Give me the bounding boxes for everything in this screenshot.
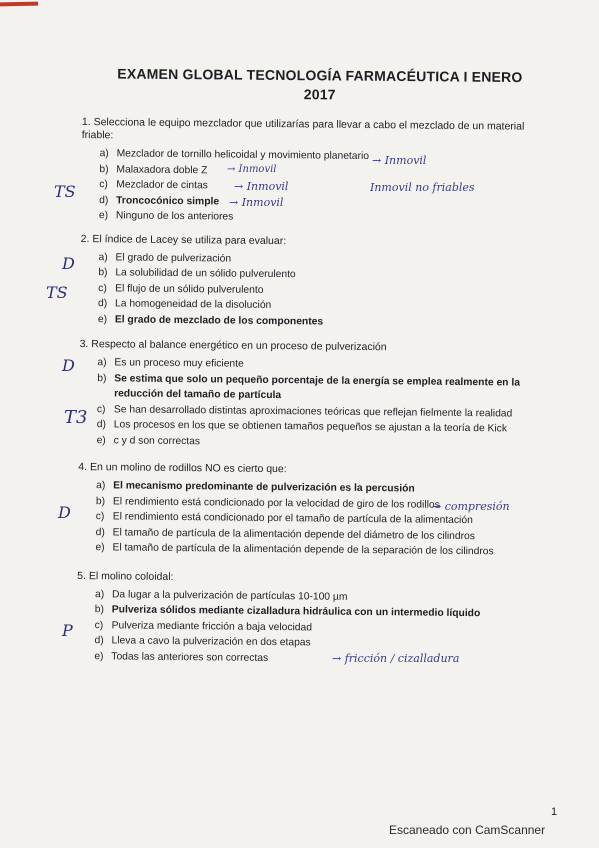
option-d: d) La homogeneidad de la disolución (97, 298, 272, 311)
question-text: 1. Selecciona le equipo mezclador que utilizarías para llevar a cabo el mezclado de un material friable: (81, 116, 525, 142)
handwritten-note: → Inmovil (227, 164, 277, 175)
option-e-correct: e) El grado de mezclado de los componentes (97, 313, 324, 328)
page-number: 1 (551, 806, 558, 818)
option-e: e) El tamaño de partícula de la alimentación depende de la separación de los cilindros (95, 542, 494, 558)
margin-mark: D (62, 254, 75, 273)
question-text: 3. Respecto al balance energético en un proceso de pulverización (79, 337, 387, 354)
exam-title-line2: 2017 (303, 86, 336, 103)
option-d: d) El tamaño de partícula de la alimentación depende del diámetro de los cilindros (95, 526, 476, 542)
handwritten-note: → Inmovil (234, 180, 289, 193)
margin-mark: D (62, 356, 75, 375)
question-text: 5. El molino coloidal: (77, 569, 174, 583)
option-a: a) Es un proceso muy eficiente (97, 357, 244, 370)
handwritten-note: Inmovil no friables (370, 181, 475, 194)
handwritten-note: → compresión (432, 500, 510, 513)
option-d: d) Lleva a cavo la pulverización en dos etapas (94, 635, 311, 649)
option-b: b) El rendimiento está condicionado por la velocidad de giro de los rodillos (95, 495, 440, 511)
question-3 (79, 338, 550, 453)
option-a: a) El grado de pulverización (98, 251, 232, 265)
option-e: e) Ninguno de los anteriores (98, 210, 234, 223)
question-text: 2. El índice de Lacey se utiliza para evaluar: (80, 232, 287, 247)
exam-title (60, 64, 580, 107)
questions-list (76, 116, 552, 669)
margin-mark: P (62, 621, 73, 640)
option-b: b) La solubilidad de un sólido pulverulento (98, 267, 296, 281)
option-a: a) Mezclador de tornillo helicoidal y movimiento planetario (99, 148, 370, 163)
margin-mark: D (58, 503, 71, 522)
option-c: c) Mezclador de cintas (99, 179, 208, 192)
handwritten-note: → Inmovil (229, 196, 284, 209)
exam-title-line1: EXAMEN GLOBAL TECNOLOGÍA FARMACÉUTICA I ENERO (117, 65, 523, 86)
margin-mark: TS (54, 182, 76, 201)
question-2 (80, 232, 551, 331)
camscanner-watermark: Escaneado con CamScanner (389, 823, 546, 837)
margin-mark: T3 (64, 407, 88, 428)
option-c: c) El flujo de un sólido pulverulento (98, 282, 264, 296)
option-a-correct: a) El mecanismo predominante de pulverización es la percusión (96, 480, 415, 495)
option-b: b) Malaxadora doble Z (99, 163, 208, 176)
option-c: c) Se han desarrollado distintas aproximaciones teóricas que reflejan fielmente la realidad (96, 403, 513, 420)
handwritten-note: → Inmovil (372, 154, 427, 167)
handwritten-note: → fricción / cizalladura (332, 652, 460, 665)
option-a: a) Da lugar a la pulverización de partículas 10-100 µm (94, 588, 348, 603)
option-b-correct: b) Se estima que solo un pequeño porcentaje de la energía se emplea realmente en la reducción del tamaño de partícula (97, 372, 521, 402)
red-ink-mark (0, 2, 38, 7)
option-b-correct: b) Pulveriza sólidos mediante cizalladura hidráulica con un intermedio líquido (94, 604, 481, 620)
question-1 (81, 116, 552, 228)
question-text: 4. En un molino de rodillos NO es cierto que: (78, 460, 287, 476)
option-c: c) Pulveriza mediante fricción a baja velocidad (94, 619, 313, 633)
option-c: c) El rendimiento está condicionado por el tamaño de partícula de la alimentación (95, 511, 473, 527)
option-e: e) c y d son correctas (96, 434, 201, 447)
option-d: d) Los procesos en los que se obtienen tamaños pequeños se ajustan a la teoría de Kick (96, 419, 508, 435)
option-d-correct: d) Troncocónico simple (99, 194, 220, 207)
option-e: e) Todas las anteriores son correctas (94, 650, 269, 664)
question-5 (76, 569, 547, 668)
margin-mark: TS (46, 283, 68, 302)
